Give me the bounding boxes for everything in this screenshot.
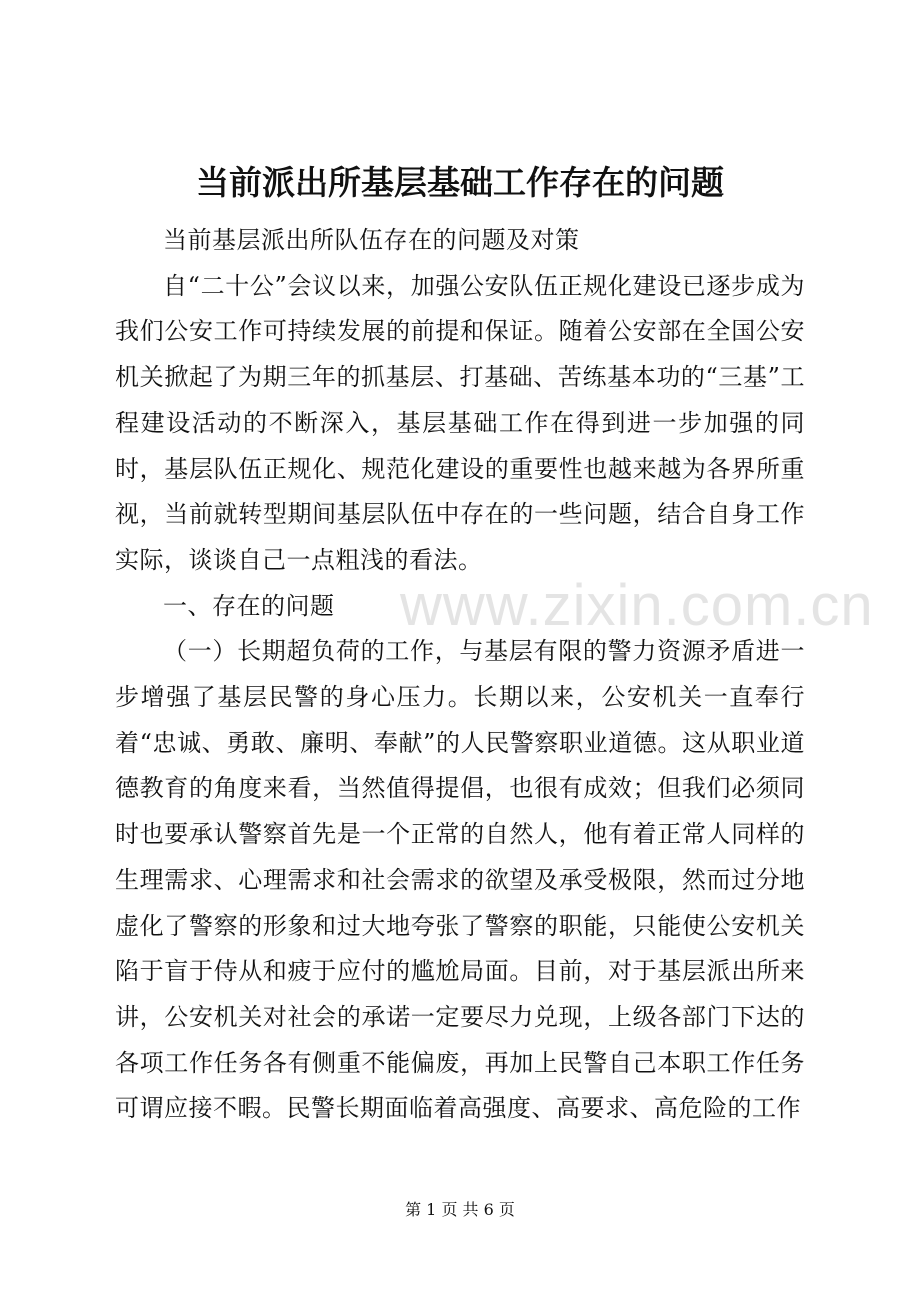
subtitle-paragraph: 当前基层派出所队伍存在的问题及对策 <box>163 226 580 254</box>
document-body <box>115 218 805 1132</box>
page-number-footer: 第 1 页 共 6 页 <box>405 1200 515 1219</box>
document-title: 当前派出所基层基础工作存在的问题 <box>196 163 724 202</box>
section-heading: 一、存在的问题 <box>163 591 335 620</box>
intro-paragraph: 自“二十公”会议以来，加强公安队伍正规化建设已逐步成为我们公安工作可持续发展的前提和保证。随着公安部在全国公安机关掀起了为期三年的抓基层、打基础、苦练基本功的“三基”工程建设活动的不断深入，基层基础工作在得到进一步加强的同时，基层队伍正规化、规范化建设的重要性也越来越为各界所重视，当前就转型期间基层队伍中存在的一些问题，结合自身工作实际，谈谈自己一点粗浅的看法。 <box>115 271 805 574</box>
section-paragraph: （一）长期超负荷的工作，与基层有限的警力资源矛盾进一步增强了基层民警的身心压力。长期以来，公安机关一直奉行着“忠诚、勇敢、廉明、奉献”的人民警察职业道德。这从职业道德教育的角度来看，当然值得提倡，也很有成效；但我们必须同时也要承认警察首先是一个正常的自然人，他有着正常人同样的生理需求、心理需求和社会需求的欲望及承受极限，然而过分地虚化了警察的形象和过大地夸张了警察的职能，只能使公安机关陷于盲于侍从和疲于应付的尴尬局面。目前，对于基层派出所来讲，公安机关对社会的承诺一定要尽力兑现，上级各部门下达的各项工作任务各有侧重不能偏废，再加上民警自己本职工作任务可谓应接不暇。民警长期面临着高强度、高要求、高危险的工作 <box>115 637 805 1123</box>
watermark: www.zixin.com.cn <box>400 573 874 638</box>
